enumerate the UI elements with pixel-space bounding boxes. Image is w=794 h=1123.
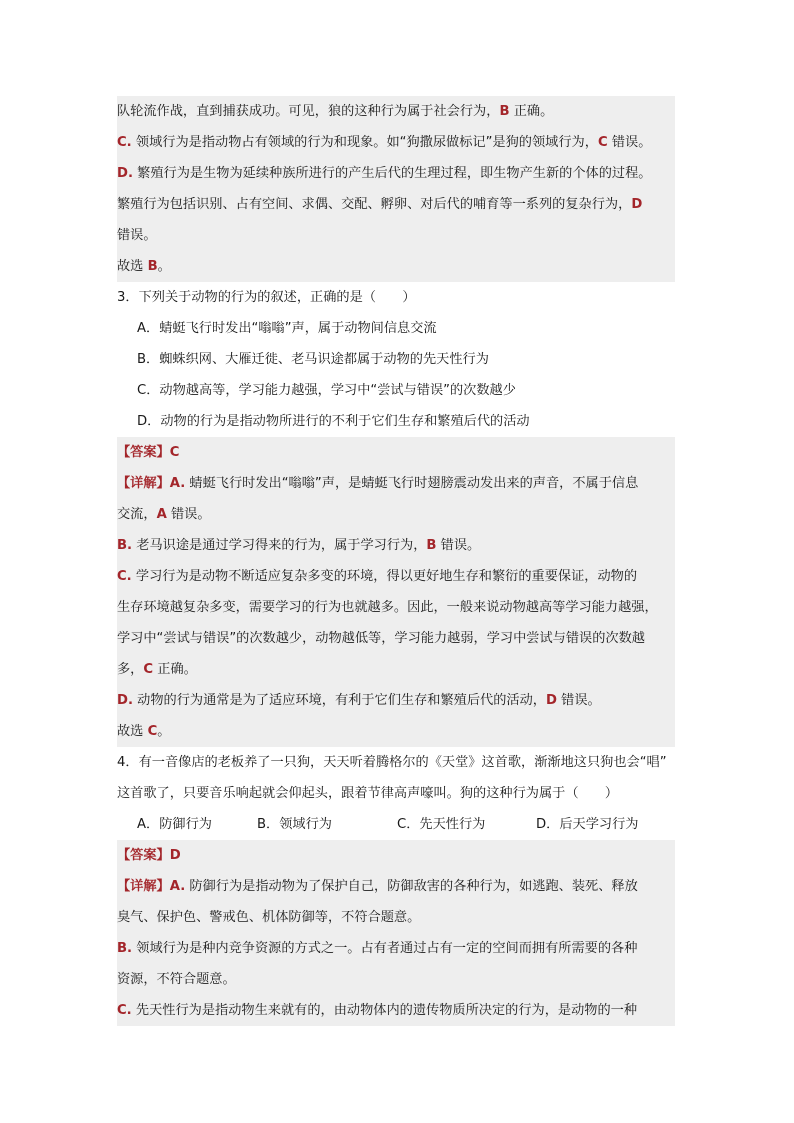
q2-detail-d-line-3: 错误。 <box>117 220 675 251</box>
q3-detail-c-line-2: 生存环境越复杂多变，需要学习的行为也就越多。因此，一般来说动物越高等学习能力越强， <box>117 592 675 623</box>
q3-detail-c-line-3: 学习中“尝试与错误”的次数越少，动物越低等，学习能力越弱，学习中尝试与错误的次数越 <box>117 623 675 654</box>
q4-options <box>117 809 675 840</box>
q2-detail-d-line-1: D. 繁殖行为是生物为延续种族所进行的产生后代的生理过程，即生物产生新的个体的过程。 <box>117 158 675 189</box>
q4-option-a: A．防御行为 <box>137 817 212 832</box>
q4-option-b: B．领域行为 <box>257 817 332 832</box>
q2-detail-d-line-2: 繁殖行为包括识别、占有空间、求偶、交配、孵卵、对后代的哺育等一系列的复杂行为，D <box>117 189 675 220</box>
q3-answer: 【答案】C <box>117 437 675 468</box>
q3-detail-c-line-4: 多，C 正确。 <box>117 654 675 685</box>
q3-option-a: A．蜻蜓飞行时发出“嗡嗡”声，属于动物间信息交流 <box>137 321 437 336</box>
q4-detail-b-line-1: B. 领域行为是种内竞争资源的方式之一。占有者通过占有一定的空间而拥有所需要的各种 <box>117 933 675 964</box>
document-content <box>117 96 675 1026</box>
q4-option-c: C．先天性行为 <box>397 817 486 832</box>
q3-detail-b: B. 老马识途是通过学习得来的行为，属于学习行为，B 错误。 <box>117 530 675 561</box>
q3-final-choice: 故选 C。 <box>117 716 675 747</box>
q3-detail-a-line-1: 【详解】A. 蜻蜓飞行时发出“嗡嗡”声，是蜻蜓飞行时翅膀震动发出来的声音，不属于信息 <box>117 468 675 499</box>
q4-answer: 【答案】D <box>117 840 675 871</box>
q4-stem-line-2: 这首歌了，只要音乐响起就会仰起头，跟着节律高声嚎叫。狗的这种行为属于（ ） <box>117 786 619 801</box>
q3-stem: 3．下列关于动物的行为的叙述，正确的是（ ） <box>117 290 416 305</box>
q3-option-b: B．蜘蛛织网、大雁迁徙、老马识途都属于动物的先天性行为 <box>137 352 489 367</box>
q4-detail-b-line-2: 资源，不符合题意。 <box>117 964 675 995</box>
q3-option-d: D．动物的行为是指动物所进行的不利于它们生存和繁殖后代的活动 <box>137 414 530 429</box>
q4-option-d: D．后天学习行为 <box>536 817 639 832</box>
q4-stem-line-1: 4．有一音像店的老板养了一只狗，天天听着腾格尔的《天堂》这首歌，渐渐地这只狗也会“唱” <box>117 755 667 770</box>
q3-detail-d: D. 动物的行为通常是为了适应环境，有利于它们生存和繁殖后代的活动，D 错误。 <box>117 685 675 716</box>
q3-detail-c-line-1: C. 学习行为是动物不断适应复杂多变的环境，得以更好地生存和繁衍的重要保证，动物的 <box>117 561 675 592</box>
q4-detail-c-line-1: C. 先天性行为是指动物生来就有的，由动物体内的遗传物质所决定的行为，是动物的一种 <box>117 995 675 1026</box>
q2-detail-line-1: 队轮流作战，直到捕获成功。可见，狼的这种行为属于社会行为，B 正确。 <box>117 96 675 127</box>
q2-detail-c: C. 领域行为是指动物占有领域的行为和现象。如“狗撒尿做标记”是狗的领域行为，C 错误。 <box>117 127 675 158</box>
q4-detail-a-line-1: 【详解】A. 防御行为是指动物为了保护自己，防御敌害的各种行为，如逃跑、装死、释放 <box>117 871 675 902</box>
q3-option-c: C．动物越高等，学习能力越强，学习中“尝试与错误”的次数越少 <box>137 383 516 398</box>
q3-detail-a-line-2: 交流，A 错误。 <box>117 499 675 530</box>
q4-detail-a-line-2: 臭气、保护色、警戒色、机体防御等，不符合题意。 <box>117 902 675 933</box>
q2-final-choice: 故选 B。 <box>117 251 675 282</box>
